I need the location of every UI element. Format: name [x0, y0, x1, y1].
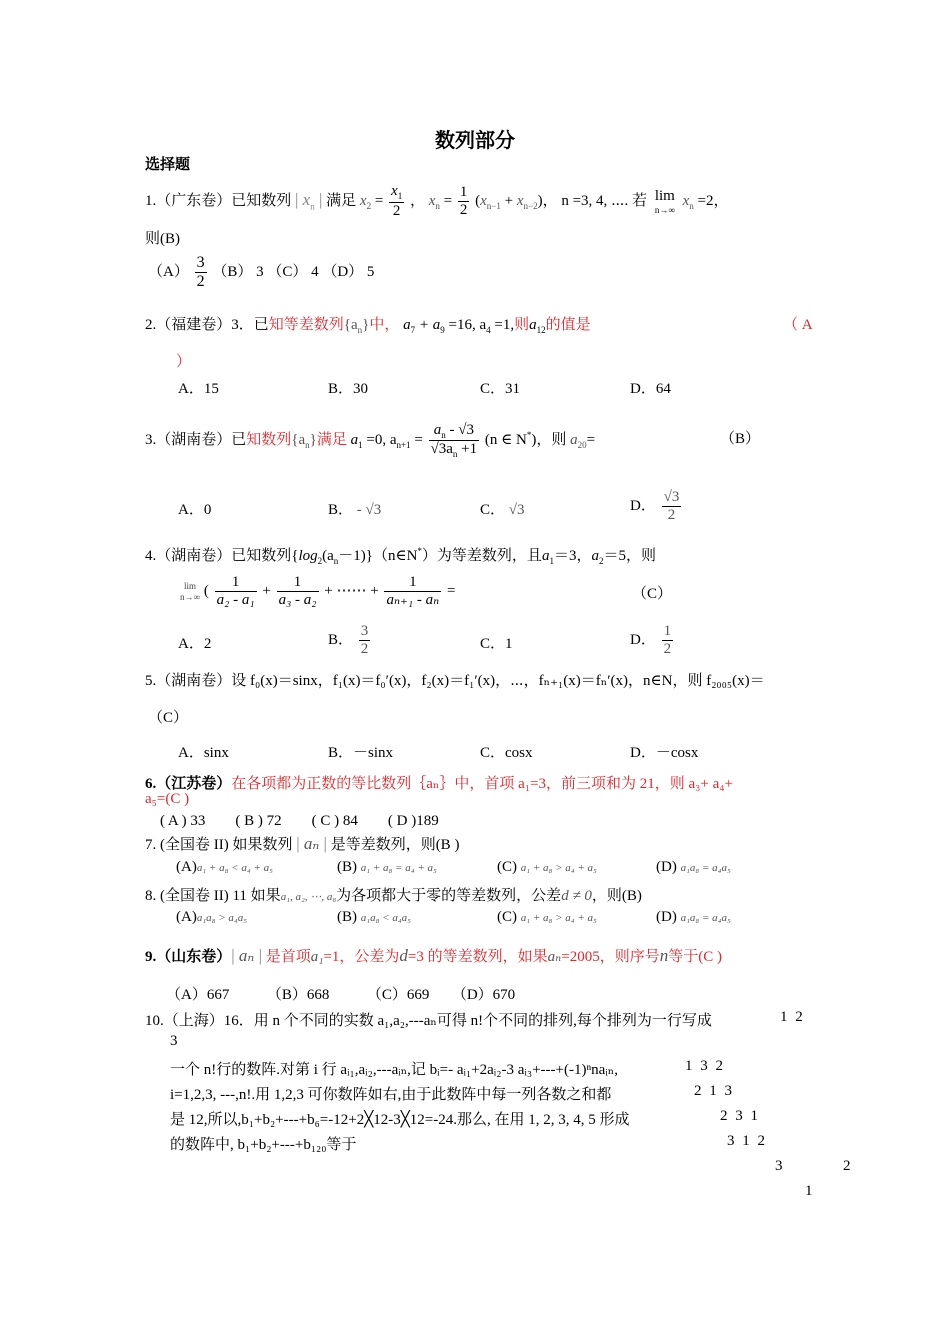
q1-lead: 1.（广东卷）已知数列	[145, 193, 292, 209]
q3-opt-c: C． √3	[480, 502, 525, 518]
q1-sum: $(x_{n-1} + x_{n-2})$	[475, 193, 543, 211]
q6-options: ( A ) 33 ( B ) 72 ( C ) 84 ( D )189	[160, 813, 439, 829]
q1-lim: lim n→∞	[654, 187, 675, 216]
q10-matrix-row-5: 3 1 2	[727, 1133, 767, 1149]
q4-frac-3: $\frac{1}{\text{aₙ₊₁ - aₙ}}$	[386, 573, 440, 609]
q8-opt-a: (A)a₁a₈ > a₄a₅	[176, 909, 248, 925]
q5-opt-b: B．－sinx	[328, 745, 394, 761]
q8-opt-d: (D) a₁a₈ = a₄a₅	[656, 909, 731, 925]
question-5: 5.（湖南卷）设 f₀(x)＝sinx，f₁(x)＝f₀′(x)，f₂(x)＝f₁′(x)，⋯，fₙ₊₁(x)＝fₙ′(x)，n∈N，则 f₂₀₀₅(x)＝	[145, 673, 765, 689]
q10-matrix-row-4: 2 3 1	[720, 1108, 760, 1124]
section-heading: 选择题	[145, 155, 191, 173]
q1-frac-x1-2: $\frac{x_1}{2}$	[391, 183, 403, 219]
q2-opt-c: C．31	[480, 381, 521, 397]
q2-opt-d: D．64	[630, 381, 671, 397]
question-6: 6.（江苏卷）在各项都为正数的等比数列｛aₙ｝中，首项 a₁=3，前三项和为 21，则 a₃+ a₄+	[145, 776, 733, 792]
q5-opt-d: D．－cosx	[630, 745, 699, 761]
q10-matrix-row-1: 1 2	[780, 1009, 805, 1025]
q10-matrix-row-2: 1 3 2	[685, 1058, 725, 1074]
q1-options: （A） $\frac{3}{2}$ （B） 3 （C） 4 （D） 5	[148, 253, 375, 291]
q3-frac: $\frac{a_n - √3}{√3a_n +1}$	[430, 421, 478, 460]
q3-opt-a: A．0	[178, 502, 212, 518]
question-3: 3.（湖南卷）已知数列$\{a_n\}$满足 $a_1 =0$, $a_{n+1}$ = $\frac{a_n - √3}{√3a_n +1}$ (n ∈ N*)，则 $a_{20}=$	[145, 421, 596, 460]
q8-opt-b: (B) a₁a₈ < a₄a₅	[337, 909, 411, 925]
q10-matrix-row-6b: 2	[843, 1158, 853, 1174]
q7-opt-d: (D) a₁a₈ = a₄a₅	[656, 859, 731, 875]
q10-matrix-row-3: 2 1 3	[694, 1083, 734, 1099]
question-9: 9.（山东卷）| aₙ | 是首项a₁=1，公差为d=3 的等差数列，如果aₙ=2005，则序号n等于(C )	[145, 946, 722, 965]
question-7: 7. (全国卷 II) 如果数列 | aₙ | 是等差数列，则(B )	[145, 834, 460, 853]
q2-opt-a: A．15	[178, 381, 219, 397]
q4-lim: lim n→∞	[180, 581, 200, 602]
q7-opt-a: (A)a₁ + a₈ < a₄ + a₅	[176, 859, 273, 875]
q4-opt-d: D． $\frac{1}{2}$	[630, 622, 672, 658]
q6-answer: a₅=(C )	[145, 791, 190, 807]
q7-opt-c: (C) a₁ + a₈ > a₄ + a₅	[497, 859, 597, 875]
q10-matrix-row-7: 1	[805, 1183, 815, 1199]
q2-answer: （ A	[783, 317, 813, 333]
q3-answer: （B）	[720, 431, 761, 447]
q4-opt-c: C．1	[480, 636, 513, 652]
q1-nrange: n =3, 4, ⋯. 若	[561, 193, 648, 209]
question-10-line-2: 一个 n!行的数阵.对第 i 行 aᵢ₁,aᵢ₂,---aᵢₙ,记 bᵢ=- aᵢ₁+2aᵢ₂-3 aᵢ₃+---+(-1)ⁿnaᵢₙ,	[170, 1062, 619, 1078]
question-4: 4.（湖南卷）已知数列$\{\log_2(a_n-1)\}(n\in N^*)$为等差数列，且$a_1=3$，$a_2=5$，则	[145, 546, 656, 566]
q9-options: （A）667 （B）668 （C）669 （D）670	[166, 987, 516, 1003]
q2-opt-b: B．30	[328, 381, 369, 397]
q4-frac-2: $\frac{1}{\text{a₃ - a₂}}$	[278, 573, 317, 609]
q8-opt-c: (C) a₁ + a₈ > a₄ + a₅	[497, 909, 597, 925]
question-10-line-4: 是 12,所以,b₁+b₂+---+b₆=-12+2╳12-3╳12=-24.那么, 在用 1, 2, 3, 4, 5 形成	[170, 1112, 630, 1128]
q7-opt-b: (B) a₁ + a₈ = a₄ + a₅	[337, 859, 437, 875]
question-8: 8. (全国卷 II) 11 如果a₁, a₂, ⋯, a₈为各项都大于零的等差数列，公差d ≠ 0，则(B)	[145, 888, 642, 904]
q3-opt-d: D． $\frac{√3}{2}$	[630, 488, 680, 524]
question-2: 2.（福建卷）3．已知等差数列$\{a_n\}$中， $a_7 + a_9 =16$, $a_4 =1$,则$a_{12}$的值是	[145, 317, 591, 335]
q5-opt-a: A．sinx	[178, 745, 229, 761]
q4-frac-1: $\frac{1}{\text{a₂ - a₁}}$	[216, 573, 255, 609]
page-title: 数列部分	[435, 128, 515, 152]
q1-answer: 则(B)	[145, 231, 180, 247]
q1-frac-half: $\frac{1}{2}$	[459, 183, 468, 219]
q2-answer-close: ）	[176, 354, 192, 370]
q5-answer: （C）	[148, 710, 189, 726]
question-1: 1.（广东卷）已知数列 | $x_n$ | 满足 $x_2$ = $\frac{x_1}{2}$ ， $x_n$ = $\frac{1}{2}$ $(x_{n-1} + x_{n-2})$， n =3, 4, ⋯. 若 lim n→∞ $x_n =2$，	[145, 183, 729, 219]
q4-opt-a: A．2	[178, 636, 212, 652]
q4-expression: lim n→∞ ( $\frac{1}{\text{a₂ - a₁}}$ + $\frac{1}{\text{a₃ - a₂}}$ + ⋯⋯ + $\frac{1}{\text{aₙ₊₁ - aₙ}}$ =	[180, 573, 456, 609]
q1-cond: 满足	[326, 193, 357, 209]
question-10-line-1b: 3	[170, 1033, 178, 1049]
q1-set: | $x_n$ |	[295, 190, 323, 212]
q5-opt-c: C．cosx	[480, 745, 533, 761]
question-10-line-1: 10.（上海）16．用 n 个不同的实数 a₁,a₂,---aₙ可得 n!个不同的排列,每个排列为一行写成	[145, 1013, 712, 1029]
q10-matrix-row-6a: 3	[775, 1158, 785, 1174]
question-10-line-5: 的数阵中, b₁+b₂+---+b₁₂₀等于	[170, 1137, 357, 1153]
question-10-line-3: i=1,2,3, ---,n!.用 1,2,3 可你数阵如右,由于此数阵中每一列各数之和都	[170, 1087, 612, 1103]
q4-answer: （C）	[632, 586, 673, 602]
q4-opt-b: B． $\frac{3}{2}$	[328, 622, 369, 658]
q3-opt-b: B． - √3	[328, 502, 382, 518]
